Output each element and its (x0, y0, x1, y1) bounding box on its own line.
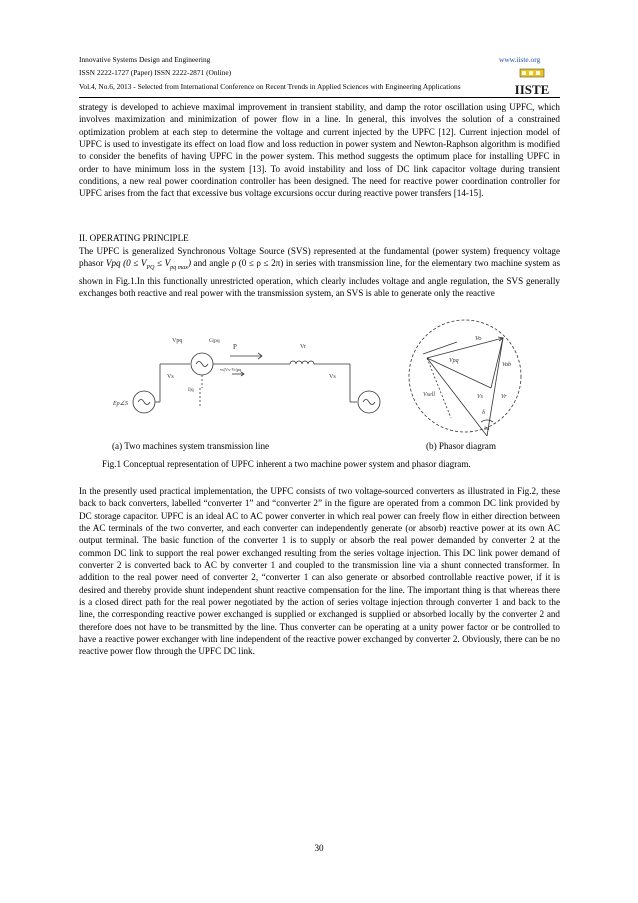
operating-text-2: and angle ρ (0 ≤ ρ ≤ 2π) in series with transmission line, for the elementary two machine system as shown in Fig.1.In this functionally unrestricted operation, which clearly includes voltage and angle regulation, the SVS generally exchanges both reactive and real power with the transmission system, an SVS is able to generate only the reactive (79, 258, 561, 298)
intro-paragraph (79, 101, 560, 200)
operating-paragraph (79, 245, 560, 299)
label-ipq: I|q (188, 387, 194, 393)
label-vs-right: Vs (329, 374, 336, 380)
label-source: Ep∠S (113, 401, 129, 407)
vpq-subscript: PQ (146, 265, 155, 272)
label-vo: Vo (475, 335, 482, 342)
header-divider (79, 97, 560, 98)
journal-url-link[interactable]: www.iiste.org (499, 55, 541, 64)
body-text: In the presently used practical implementation, the UPFC consists of two voltage-sourced converters as illustrated in Fig.2, these back to back converters, labelled “converter 1” and “converter 2” in the figure are operated from a common DC link provided by DC storage capacitor. UPFC is an ideal AC to AC power converter in which real power can freely flow in either direction between the AC terminals of the two converter, and each converter can independently generate (or absorb) reactive power at its own AC output terminal. The basic function of the converter 1 is to supply or absorb the real power demanded by converter 2 at the common DC link to support the real power exchanged resulting from the series voltage injection. This DC link power demand of converter 2 is converted back to AC by converter 1 and coupled to the transmission line via a shunt connected transformer. In addition to the real power need of converter 2, “converter 1 can also generate or absorbed controllable reactive power, if it is desired and thereby provide shunt independent shunt reactive compensation for the line. The important thing is that whereas there is a closed direct path for the real power negotiated by the action of series voltage injection through converter 1 and back to the line, the corresponding reactive power exchanged is supplied or exchanged is supplied or absorbed locally by the converter 2 and therefore does not have to be transmitted by the line. Thus converter can be operating at a unity power factor or be controlled to have a reactive power exchanger with line independent of the reactive power exchanged by converter 2. Obviously, there can be no reactive power flow through the UPFC DC link. (79, 486, 560, 657)
caption-a: (a) Two machines system transmission line (112, 441, 270, 451)
label-vsell: Vsell (423, 392, 435, 398)
circuit-diagram (112, 318, 412, 436)
logo-text: IISTE (514, 82, 550, 97)
journal-name: Innovative Systems Design and Engineering (79, 55, 211, 64)
label-vr: Vr (300, 344, 306, 350)
line-inductor (290, 361, 314, 364)
vpq-symbol: Vpq (0 ≤ V (105, 258, 147, 269)
label-vs: Vs (167, 374, 174, 380)
phasor-diagram (405, 318, 535, 442)
label-p: P (233, 343, 237, 351)
label-vab: Vab (502, 362, 511, 368)
operating-text-1: The UPFC is generalized Synchronous Voltage Source (SVS) represented at the fundamental (power system) frequency voltage phasor (79, 246, 560, 269)
label-phasor-vpq: Vpq (449, 358, 459, 364)
volume-line: Vol.4, No.6, 2013 - Selected from International Conference on Recent Trends in Applied Sciences with Engineering Applications (79, 82, 461, 91)
intro-text: strategy is developed to achieve maximal improvement in transient stability, and damp the rotor oscillation using UPFC, which involves maximization and minimization of power flow in a line. In general, this involves the solution of a constrained optimization problem at each step to determine the voltage and current injected by the UPFC [12]. Current injection model of UPFC is used to investigate its effect on load flow and loss reduction in power system and Newton-Raphson algorithm is modified to consider the benefits of having UPFC in the power system. This method suggests the optimum place for installing UPFC in order to have minimum loss in the system [13]. To avoid instability and loss of DC link capacitor voltage during transient conditions, a new real power coordination controller has been designed. The need for reactive power coordination controller for UPFC arises from the fact that excessive bus voltage excursions occur during reactive power transfers [14-15]. (79, 102, 560, 199)
label-delta0: δo (484, 426, 490, 432)
vpq-max-subscript: pq max (170, 265, 188, 272)
figure-caption: Fig.1 Conceptual representation of UPFC inherent a two machine power system and phasor diagram. (102, 459, 471, 469)
body-paragraph (79, 485, 560, 658)
vpq-mid: ≤ V (154, 258, 171, 269)
label-gpq: G|pq (209, 338, 220, 344)
section-heading: II. OPERATING PRINCIPLE (79, 233, 189, 243)
caption-b: (b) Phasor diagram (426, 441, 496, 451)
vpq-close: ) (187, 258, 191, 269)
iiste-logo (512, 68, 552, 104)
label-phasor-vr: Vr (501, 394, 507, 400)
page-number: 30 (314, 843, 324, 853)
phasor-vo (427, 338, 503, 358)
label-delta: δ (482, 409, 486, 416)
label-phasor-vs: Vs (477, 394, 483, 400)
label-mid: vs|Vs-Vr|pq (220, 367, 242, 372)
issn-line: ISSN 2222-1727 (Paper) ISSN 2222-2871 (Online) (79, 68, 232, 77)
label-vpq: Vpq (172, 338, 183, 344)
